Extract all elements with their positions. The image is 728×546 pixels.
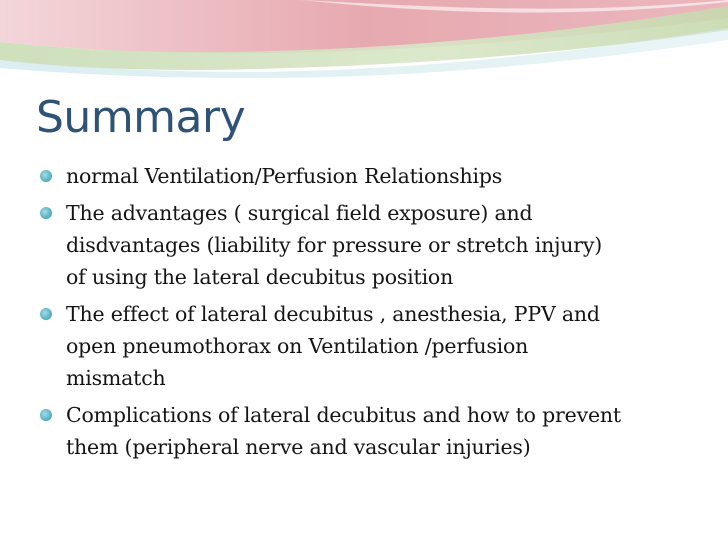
bullet-item bbox=[38, 197, 718, 293]
bullet-list bbox=[38, 160, 718, 468]
bullet-line: Complications of lateral decubitus and how to prevent bbox=[66, 403, 621, 427]
bullet-dot-icon bbox=[40, 170, 52, 182]
bullet-item bbox=[38, 298, 718, 394]
bullet-line: them (peripheral nerve and vascular injuries) bbox=[66, 435, 531, 459]
bullet-line: mismatch bbox=[66, 366, 166, 390]
bullet-line: of using the lateral decubitus position bbox=[66, 265, 454, 289]
bullet-line: The effect of lateral decubitus , anesthesia, PPV and bbox=[66, 302, 600, 326]
bullet-dot-icon bbox=[40, 409, 52, 421]
bullet-dot-icon bbox=[40, 308, 52, 320]
bullet-line: normal Ventilation/Perfusion Relationships bbox=[66, 164, 503, 188]
slide-title: Summary bbox=[36, 92, 246, 143]
header-wave-decoration bbox=[0, 0, 728, 80]
bullet-item bbox=[38, 160, 718, 192]
bullet-item bbox=[38, 399, 718, 463]
bullet-dot-icon bbox=[40, 207, 52, 219]
bullet-line: disdvantages (liability for pressure or stretch injury) bbox=[66, 233, 603, 257]
bullet-line: open pneumothorax on Ventilation /perfusion bbox=[66, 334, 529, 358]
bullet-line: The advantages ( surgical field exposure) and bbox=[66, 201, 533, 225]
